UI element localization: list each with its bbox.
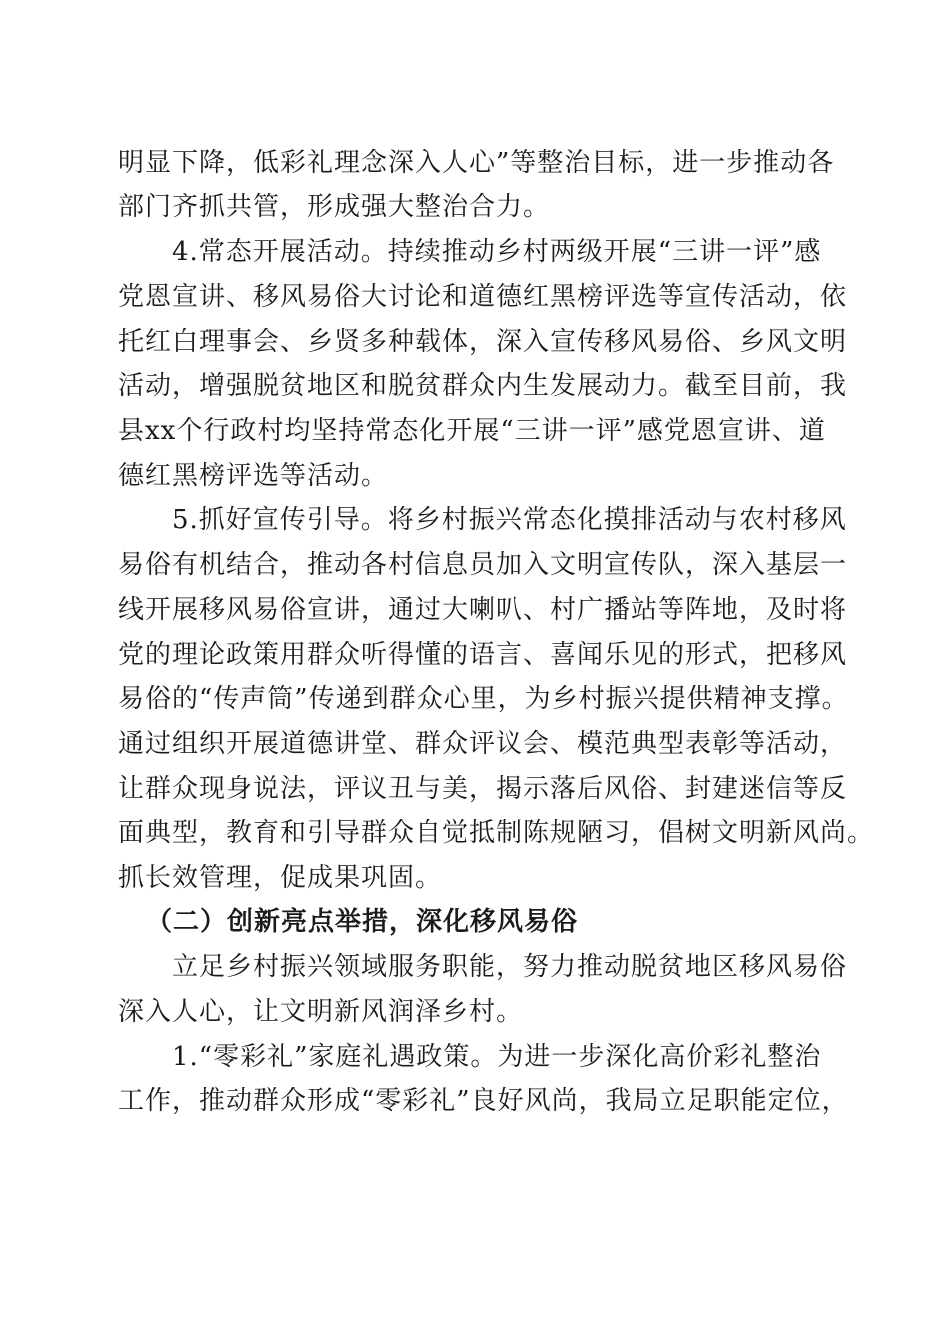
text-line: 易俗有机结合，推动各村信息员加入文明宣传队，深入基层一: [118, 550, 848, 580]
paragraph-start: 立足乡村振兴领域服务职能，努力推动脱贫地区移风易俗: [172, 952, 848, 982]
paragraph-1-start: 1.“零彩礼”家庭礼遇政策。为进一步深化高价彩礼整治: [172, 1042, 822, 1072]
text-line: 县xx个行政村均坚持常态化开展“三讲一评”感党恩宣讲、道: [118, 416, 826, 446]
text-line: 深入人心，让文明新风润泽乡村。: [118, 997, 524, 1027]
section-heading: （二）创新亮点举措，深化移风易俗: [146, 907, 579, 937]
paragraph-5-start: 5.抓好宣传引导。将乡村振兴常态化摸排活动与农村移风: [172, 505, 847, 535]
text-line: 面典型，教育和引导群众自觉抵制陈规陋习，倡树文明新风尚。: [118, 818, 875, 848]
text-line: 线开展移风易俗宣讲，通过大喇叭、村广播站等阵地，及时将: [118, 595, 848, 625]
paragraph-4-start: 4.常态开展活动。持续推动乡村两级开展“三讲一评”感: [172, 237, 822, 267]
text-line: 党的理论政策用群众听得懂的语言、喜闻乐见的形式，把移风: [118, 640, 848, 670]
text-line: 活动，增强脱贫地区和脱贫群众内生发展动力。截至目前，我: [118, 371, 848, 401]
text-line: 托红白理事会、乡贤多种载体，深入宣传移风易俗、乡风文明: [118, 327, 848, 357]
text-line: 明显下降，低彩礼理念深入人心”等整治目标，进一步推动各: [118, 148, 835, 178]
text-line: 易俗的“传声筒”传递到群众心里，为乡村振兴提供精神支撑。: [118, 684, 849, 714]
text-line: 部门齐抓共管，形成强大整治合力。: [118, 192, 551, 222]
text-line: 抓长效管理，促成果巩固。: [118, 863, 443, 893]
text-line: 通过组织开展道德讲堂、群众评议会、模范典型表彰等活动，: [118, 729, 848, 759]
text-line: 让群众现身说法，评议丑与美，揭示落后风俗、封建迷信等反: [118, 774, 848, 804]
text-line: 党恩宣讲、移风易俗大讨论和道德红黑榜评选等宣传活动，依: [118, 282, 848, 312]
text-line: 德红黑榜评选等活动。: [118, 461, 389, 491]
text-line: 工作，推动群众形成“零彩礼”良好风尚，我局立足职能定位，: [118, 1086, 849, 1116]
